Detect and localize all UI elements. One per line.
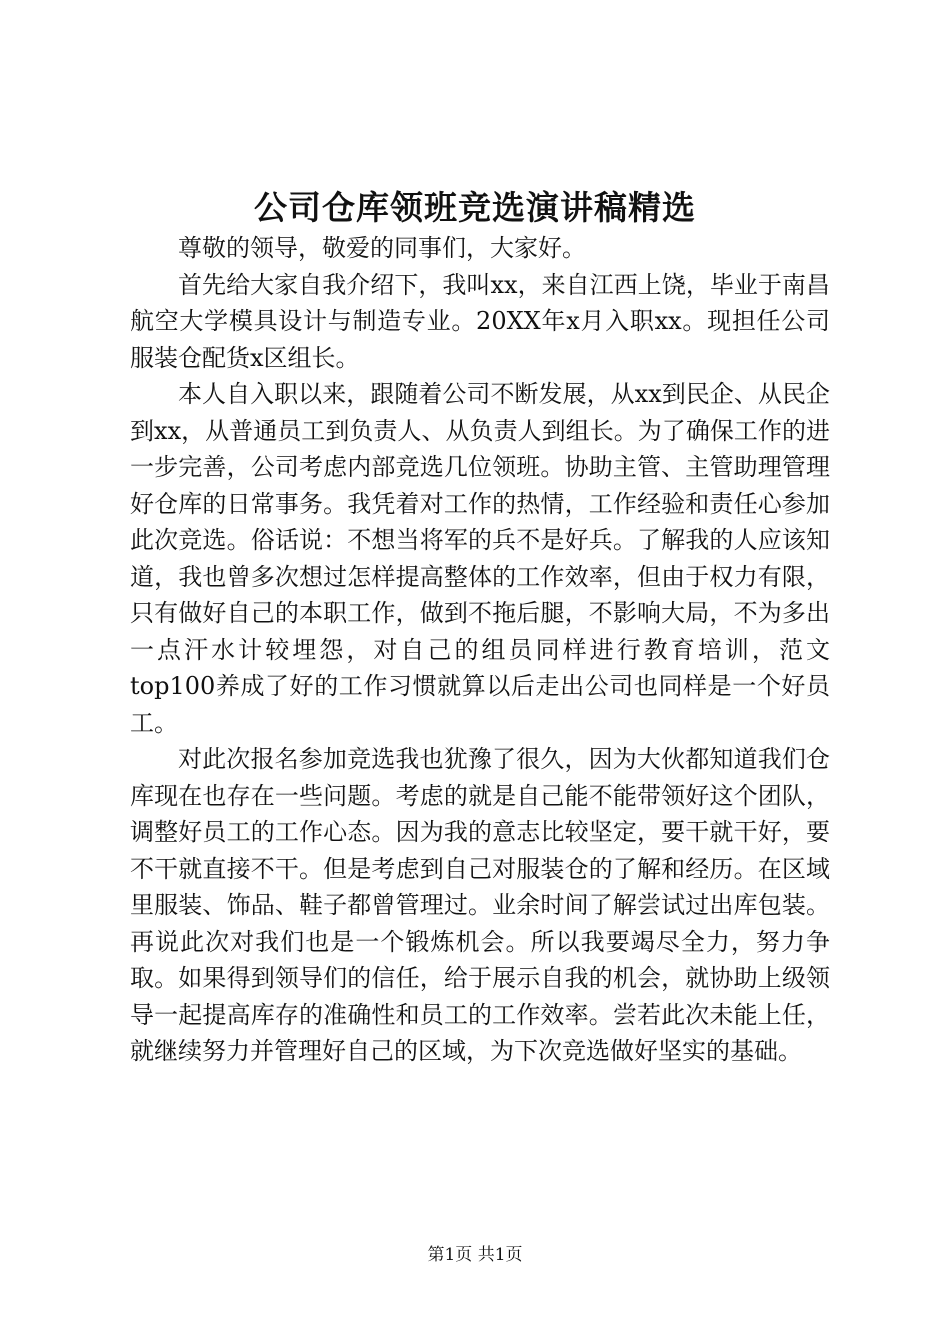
paragraph-experience: 本人自入职以来，跟随着公司不断发展，从xx到民企、从民企到xx，从普通员工到负责人、从负责人到组长。为了确保工作的进一步完善，公司考虑内部竞选几位领班。协助主管、主管助理管理好仓库的日常事务。我凭着对工作的热情，工作经验和责任心参加此次竞选。俗话说：不想当将军的兵不是好兵。了解我的人应该知道，我也曾多次想过怎样提高整体的工作效率，但由于权力有限，只有做好自己的本职工作，做到不拖后腿，不影响大局，不为多出一点汗水计较埋怨，对自己的组员同样进行教育培训，范文top100养成了好的工作习惯就算以后走出公司也同样是一个好员工。 xyxy=(130,380,830,737)
document-title: 公司仓库领班竞选演讲稿精选 xyxy=(254,188,696,227)
page-number-footer: 第1页 共1页 xyxy=(427,1245,523,1265)
document-body xyxy=(130,230,830,1070)
paragraph-introduction: 首先给大家自我介绍下，我叫xx，来自江西上饶，毕业于南昌航空大学模具设计与制造专业。20XX年x月入职xx。现担任公司服装仓配货x区组长。 xyxy=(130,270,830,372)
paragraph-motivation: 对此次报名参加竞选我也犹豫了很久，因为大伙都知道我们仓库现在也存在一些问题。考虑的就是自己能不能带领好这个团队，调整好员工的工作心态。因为我的意志比较坚定，要干就干好，要不干就直接不干。但是考虑到自己对服装仓的了解和经历。在区域里服装、饰品、鞋子都曾管理过。业余时间了解尝试过出库包装。再说此次对我们也是一个锻炼机会。所以我要竭尽全力，努力争取。如果得到领导们的信任，给于展示自我的机会，就协助上级领导一起提高库存的准确性和员工的工作效率。尝若此次未能上任，就继续努力并管理好自己的区域，为下次竞选做好坚实的基础。 xyxy=(130,745,830,1065)
paragraph-greeting: 尊敬的领导，敬爱的同事们，大家好。 xyxy=(178,234,586,262)
